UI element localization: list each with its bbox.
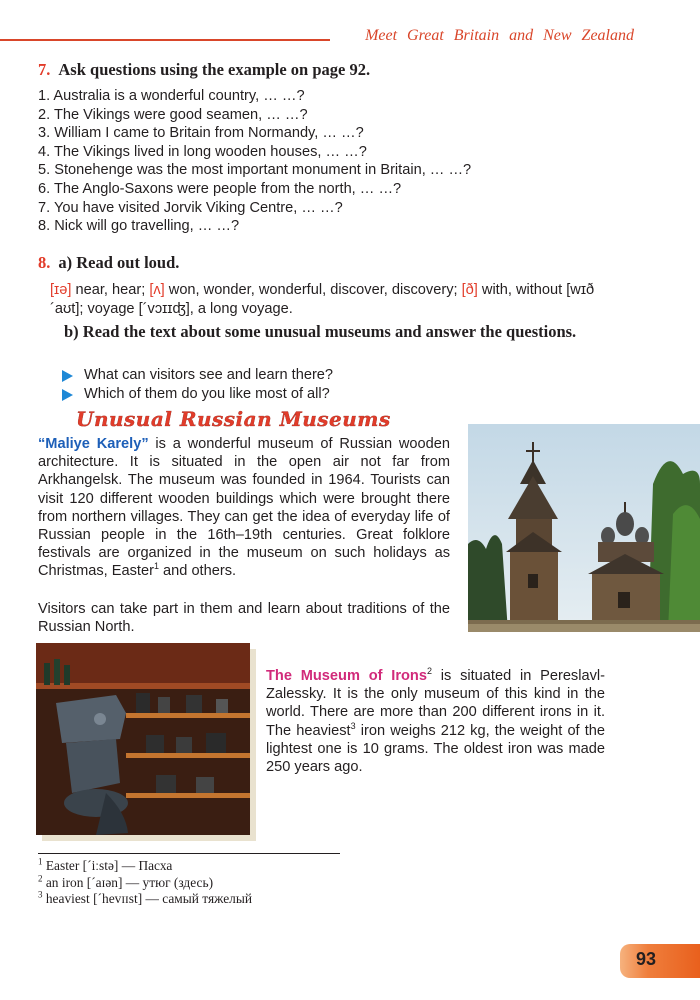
running-header: Meet Great Britain and New Zealand bbox=[365, 27, 634, 44]
footnote-text: Easter [´iːstə] — Пасха bbox=[45, 858, 173, 873]
list-item: 1. Australia is a wonderful country, … …? bbox=[38, 88, 305, 104]
list-item: 5. Stonehenge was the most important monument in Britain, … …? bbox=[38, 162, 472, 179]
footnotes bbox=[38, 858, 252, 908]
footnote bbox=[38, 891, 252, 908]
triangle-bullet-icon bbox=[62, 389, 73, 401]
list-item: 7. You have visited Jorvik Viking Centre, … …? bbox=[38, 199, 343, 216]
list-item: 4. The Vikings lived in long wooden houses, … …? bbox=[38, 143, 367, 160]
footnote-marker: 3 bbox=[350, 720, 356, 731]
footnote-rule bbox=[38, 853, 340, 854]
phonetic-words: with, without [wɪð´aʊt]; voyage [´vɔɪɪʤ], a long voyage. bbox=[50, 282, 595, 317]
footnote bbox=[38, 858, 252, 875]
exercise-7-heading bbox=[38, 60, 370, 80]
exercise-part-a: a) Read out loud. bbox=[58, 253, 180, 272]
footnote-marker: 2 bbox=[426, 666, 432, 677]
paragraph-text: is a wonderful museum of Russian wooden architecture. It is situated in the open air not far from Arkhangelsk. The museum was founded in 1964. Tourists can visit 120 different wooden buildings which were brought there from northern villages. They can get the idea of everyday life of Russian people in the 16th–19th centuries. Great folklore festivals are organized in the museum on such holidays as Christmas, Easter bbox=[38, 436, 451, 580]
paragraph-text: and others. bbox=[158, 563, 237, 580]
phonetic-symbol: [ɪə] bbox=[50, 282, 72, 298]
footnote-number: 3 bbox=[38, 889, 43, 900]
church-illustration bbox=[468, 424, 700, 632]
phonetic-words: near, hear; bbox=[71, 282, 150, 298]
phonetic-symbol: [ʌ] bbox=[149, 282, 165, 298]
exercise-number: 7. bbox=[38, 60, 51, 79]
irons-museum-photo bbox=[36, 643, 250, 835]
footnote-number: 1 bbox=[38, 856, 43, 867]
list-item: 6. The Anglo-Saxons were people from the north, … …? bbox=[38, 180, 402, 197]
footnote bbox=[38, 875, 252, 892]
page-number: 93 bbox=[636, 949, 657, 969]
list-item: 2. The Vikings were good seamen, … …? bbox=[38, 106, 308, 123]
exercise-7-list bbox=[38, 87, 471, 236]
paragraph-museum-of-irons bbox=[266, 667, 605, 776]
footnote-text: an iron [´aɪən] — утюг (здесь) bbox=[45, 874, 214, 890]
exercise-8-heading bbox=[38, 253, 179, 273]
exercise-part-b: b) Read the text about some unusual museums and answer the questions. bbox=[64, 322, 577, 341]
question-text: Which of them do you like most of all? bbox=[84, 386, 330, 402]
page-number-tab bbox=[620, 944, 700, 978]
phonetic-words: won, wonder, wonderful, discover, discovery; bbox=[164, 282, 462, 298]
footnote-text: heaviest [´hevɪɪst] — самый тяжелый bbox=[45, 891, 252, 906]
exercise-instruction: Ask questions using the example on page 92. bbox=[58, 60, 371, 79]
header-rule bbox=[0, 39, 330, 41]
list-item bbox=[62, 366, 333, 385]
triangle-bullet-icon bbox=[62, 370, 73, 382]
museum-name: The Museum of Irons bbox=[266, 668, 427, 684]
phonetics-paragraph bbox=[50, 281, 610, 319]
museum-name: “Maliye Karely” bbox=[38, 436, 149, 452]
wooden-church-photo bbox=[468, 424, 700, 632]
paragraph-traditions: Visitors can take part in them and learn about traditions of the Russian North. bbox=[38, 601, 450, 636]
list-item: 8. Nick will go travelling, … …? bbox=[38, 218, 240, 235]
question-text: What can visitors see and learn there? bbox=[84, 367, 334, 383]
paragraph-text: is situated in Pereslavl-Zalessky. It is the only museum of this kind in the world. There are more than 200 different irons in it. The heaviest bbox=[266, 668, 605, 739]
question-list bbox=[62, 366, 333, 404]
exercise-number: 8. bbox=[38, 253, 51, 272]
paragraph-maliye-karely bbox=[38, 435, 450, 581]
footnote-number: 2 bbox=[38, 873, 43, 884]
phonetic-symbol: [ð] bbox=[461, 282, 478, 298]
iron-illustration bbox=[36, 643, 250, 835]
footnote-marker: 1 bbox=[153, 561, 159, 572]
list-item: 3. William I came to Britain from Normandy, … …? bbox=[38, 125, 364, 142]
text-title: Unusual Russian Museums bbox=[76, 407, 391, 431]
paragraph-text: iron weighs 212 kg, the weight of the lightest one is 10 grams. The oldest iron was made 250 years ago. bbox=[266, 722, 606, 776]
list-item bbox=[62, 385, 333, 404]
